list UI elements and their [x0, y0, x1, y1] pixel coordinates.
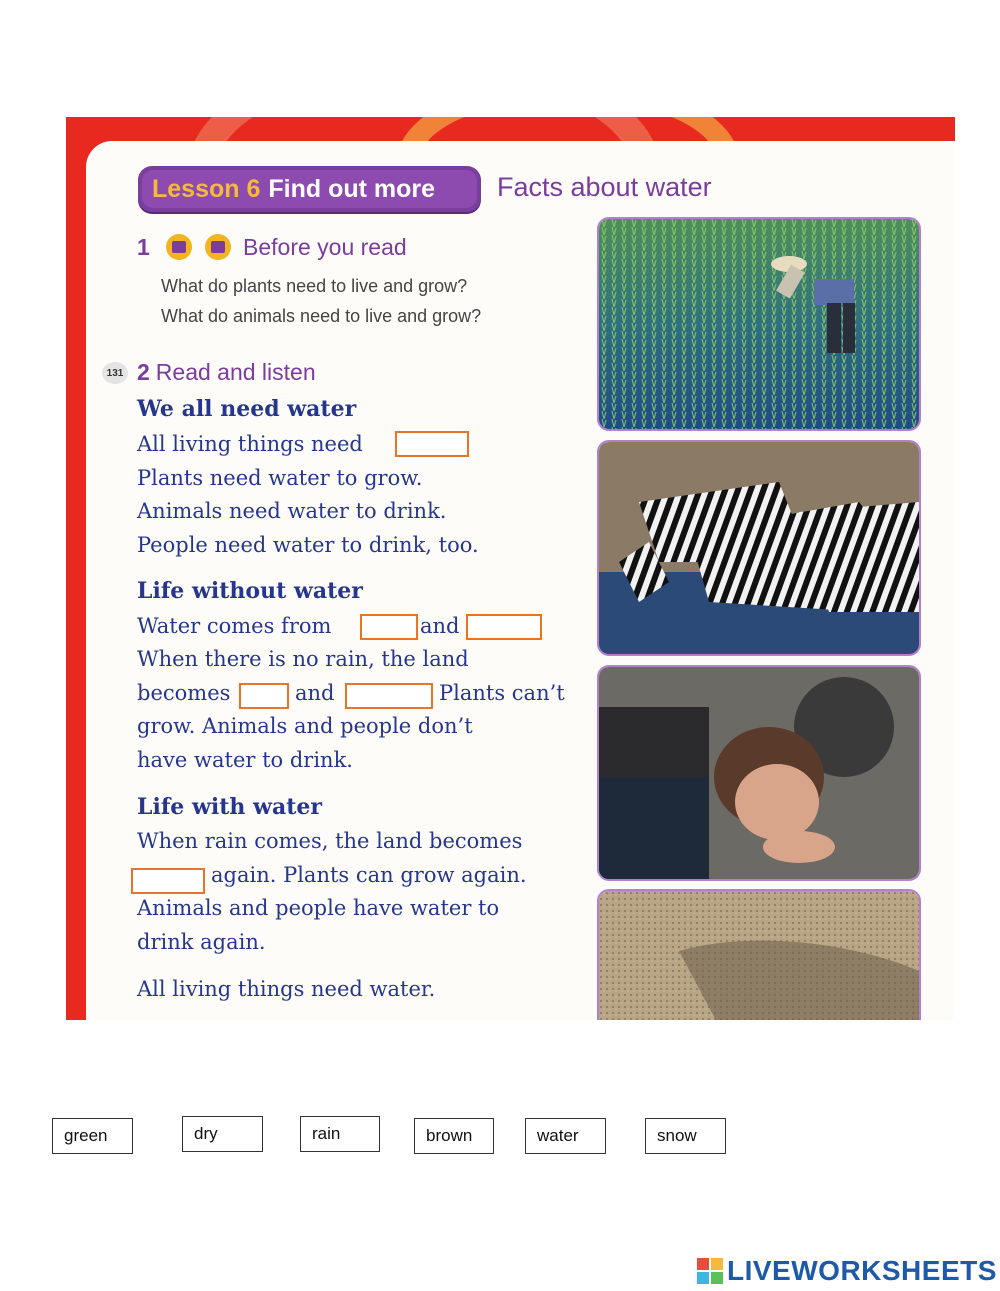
- word-card-dry[interactable]: dry: [182, 1116, 263, 1152]
- text-line: and: [295, 681, 335, 705]
- lesson-number: Lesson 6: [152, 174, 261, 203]
- text-line: Plants can’t: [439, 681, 565, 705]
- text-line: All living things need water.: [137, 977, 436, 1001]
- audio-track-icon: 131: [102, 362, 128, 384]
- logo-icon: [697, 1258, 723, 1284]
- brand-name: LIVEWORKSHEETS: [727, 1255, 997, 1286]
- liveworksheets-logo: [697, 1255, 997, 1287]
- lesson-banner: [138, 166, 481, 212]
- gap-field[interactable]: [345, 683, 433, 709]
- text-line: When rain comes, the land becomes: [137, 829, 523, 853]
- text-line: All living things need: [137, 432, 363, 456]
- text-line: and: [420, 614, 460, 638]
- gap-field[interactable]: [360, 614, 418, 640]
- section1-number: 1: [137, 234, 150, 260]
- child-drinking-fountain-photo: [597, 665, 921, 881]
- gap-field[interactable]: [395, 431, 469, 457]
- rice-field-farmer-photo: [597, 217, 921, 431]
- lesson-subtitle: Facts about water: [497, 172, 712, 202]
- text-line: Plants need water to grow.: [137, 466, 423, 490]
- dry-ground-photo: [597, 889, 921, 1028]
- word-card-water[interactable]: water: [525, 1118, 606, 1154]
- speaking-icon: [205, 234, 231, 260]
- text-line: becomes: [137, 681, 231, 705]
- lesson-title: Find out more: [268, 174, 436, 203]
- text-line: Animals and people have water to: [137, 896, 500, 920]
- word-card-brown[interactable]: brown: [414, 1118, 494, 1154]
- zebras-drinking-photo: [597, 440, 921, 656]
- gap-field[interactable]: [131, 868, 205, 894]
- text-line: When there is no rain, the land: [137, 647, 469, 671]
- section2-label: Read and listen: [155, 359, 316, 385]
- text-line: grow. Animals and people don’t: [137, 714, 473, 738]
- word-card-green[interactable]: green: [52, 1118, 133, 1154]
- text-line: Animals need water to drink.: [137, 499, 447, 523]
- question: What do plants need to live and grow?: [161, 276, 468, 296]
- heading: Life with water: [137, 794, 323, 820]
- question: What do animals need to live and grow?: [161, 306, 482, 326]
- notebook-icon: [166, 234, 192, 260]
- text-line: People need water to drink, too.: [137, 533, 479, 557]
- section2-number: 2: [137, 359, 150, 385]
- section1-title: Before you read: [243, 234, 407, 260]
- page-cut-mask: [66, 1020, 955, 1060]
- gap-field[interactable]: [466, 614, 542, 640]
- text-line: again. Plants can grow again.: [211, 863, 527, 887]
- heading: Life without water: [137, 578, 363, 604]
- word-card-rain[interactable]: rain: [300, 1116, 380, 1152]
- word-card-snow[interactable]: snow: [645, 1118, 726, 1154]
- section2-title: [137, 359, 316, 386]
- gap-field[interactable]: [239, 683, 289, 709]
- text-line: drink again.: [137, 930, 266, 954]
- text-line: have water to drink.: [137, 748, 353, 772]
- text-line: Water comes from: [137, 614, 332, 638]
- heading: We all need water: [137, 396, 357, 422]
